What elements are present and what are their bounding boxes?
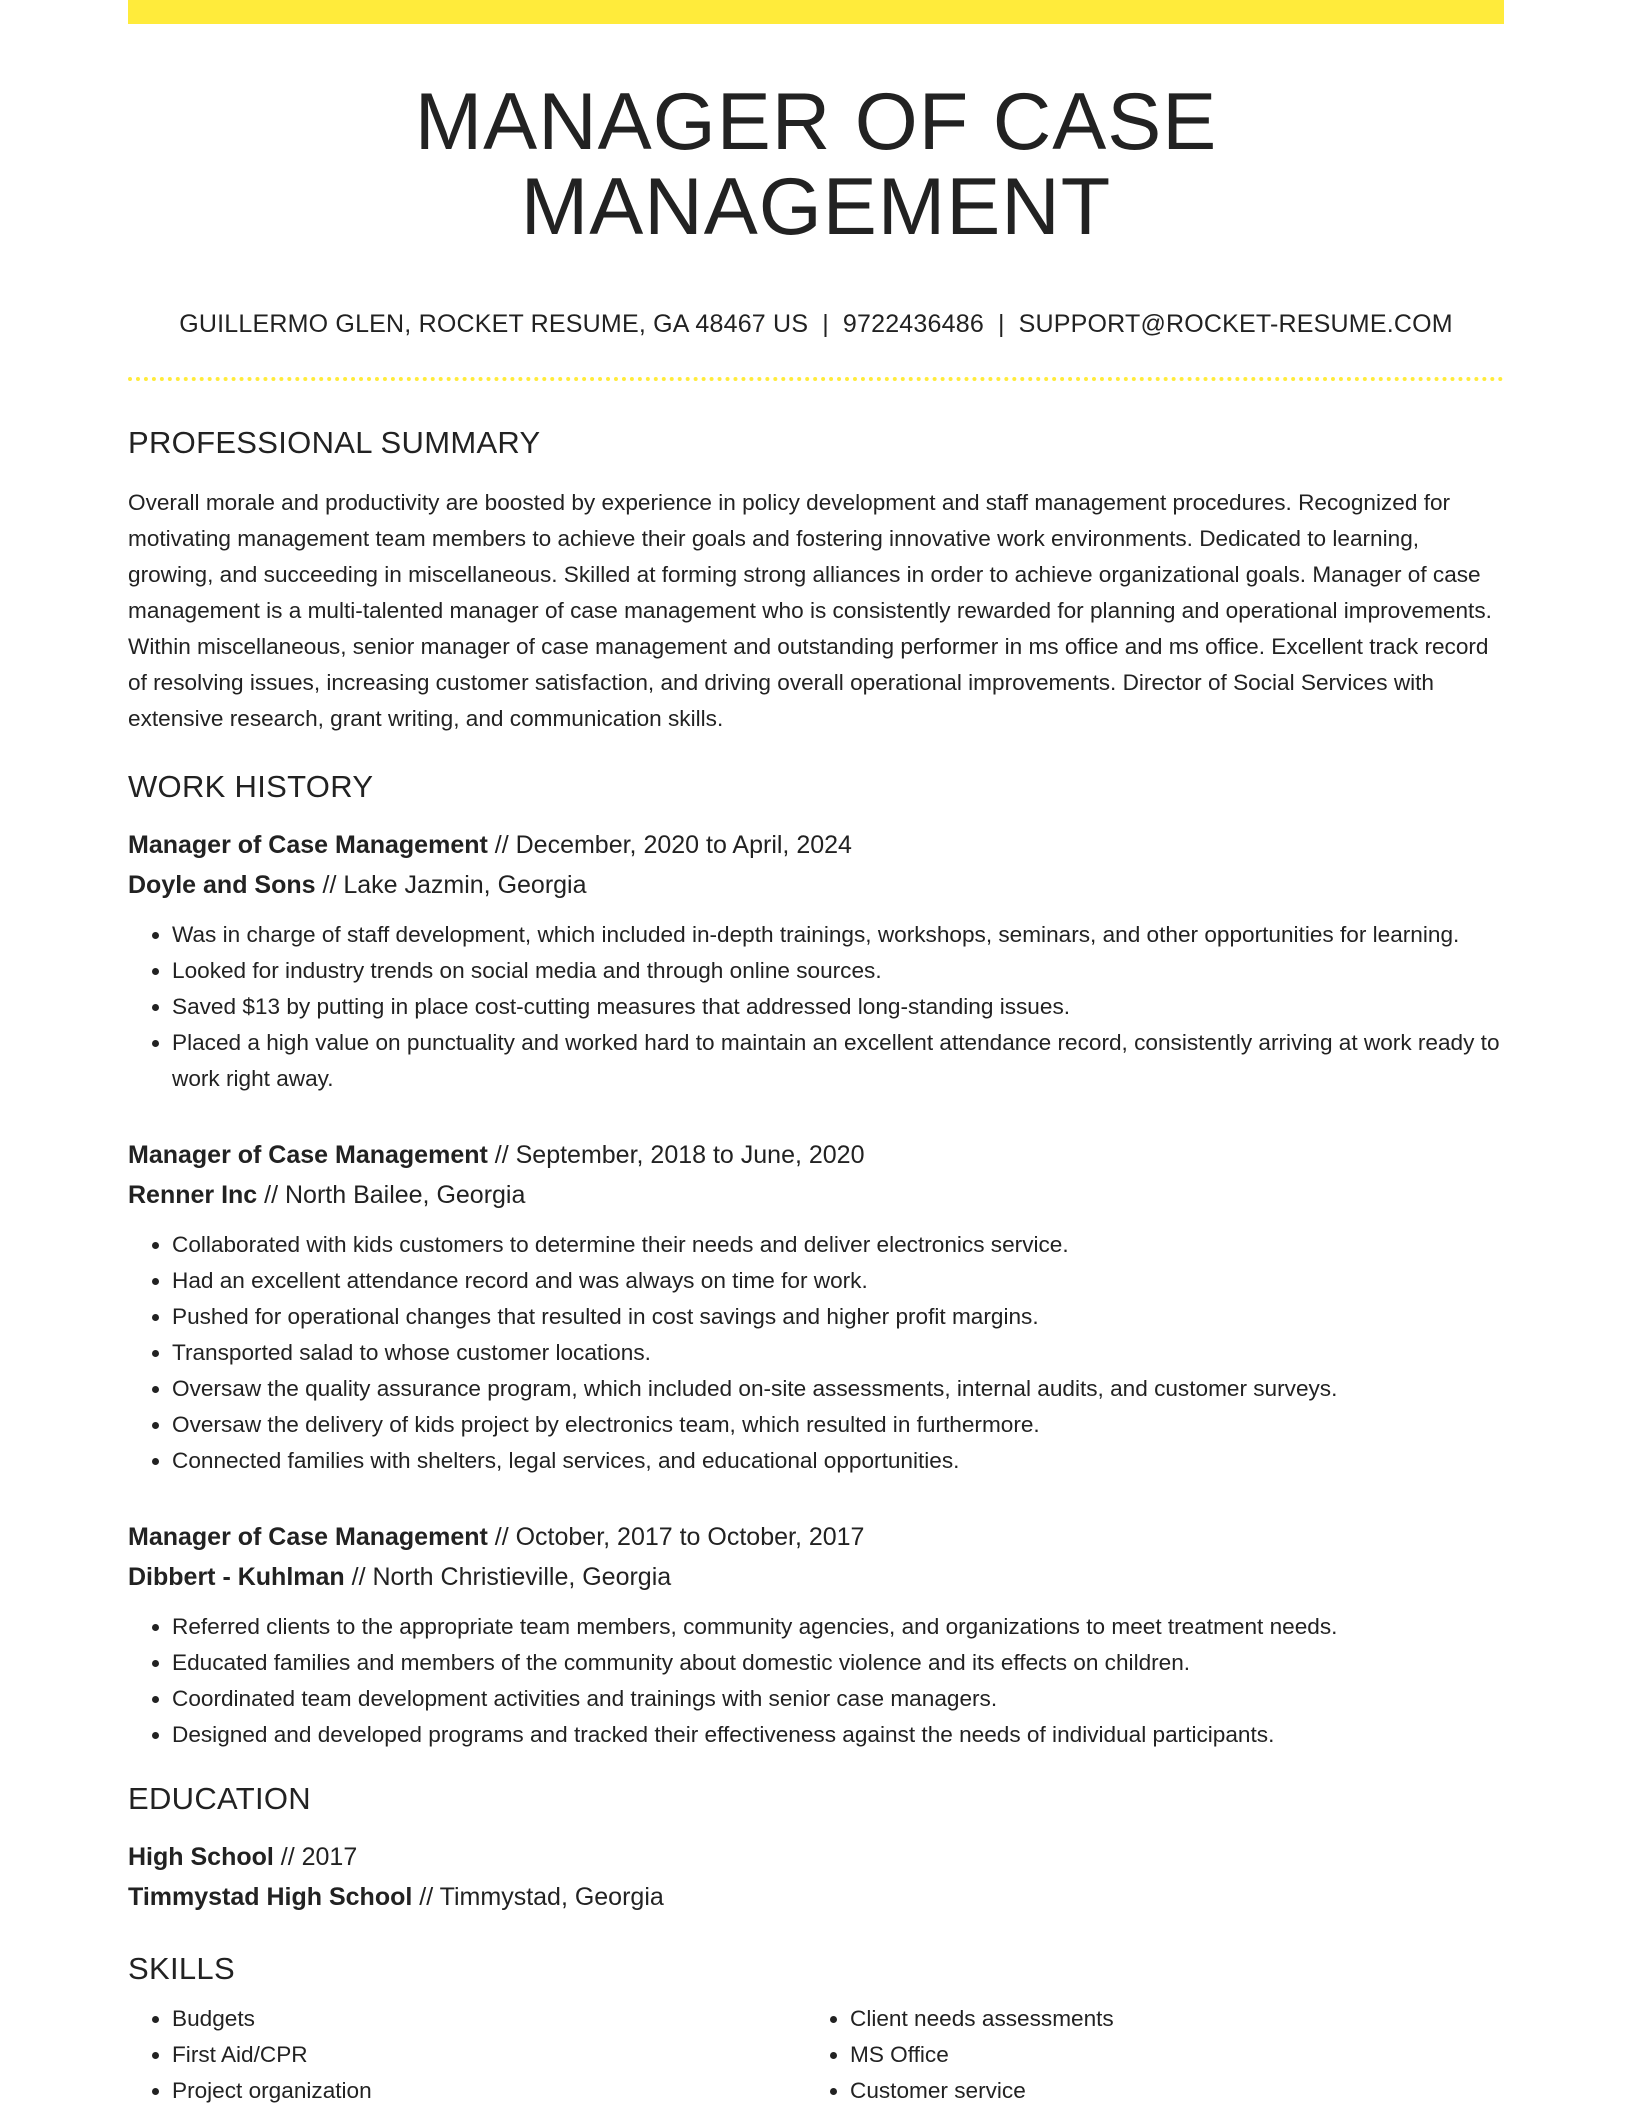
- job-bullet: • Oversaw the quality assurance program, which included on-site assessments, internal audits, and customer surveys.: [172, 1371, 1504, 1407]
- summary-text: Overall morale and productivity are boosted by experience in policy development and staff management procedures. Recognized for motivating management team members to achieve their goals and fostering innovative work environments. Dedicated to learning, growing, and succeeding in miscellaneous. Skilled at forming strong alliances in order to achieve organizational goals. Manager of case management is a multi-talented manager of case management who is consistently rewarded for planning and operational improvements. Within miscellaneous, senior manager of case management and outstanding performer in ms office and ms office. Excellent track record of resolving issues, increasing customer satisfaction, and driving overall operational improvements. Director of Social Services with extensive research, grant writing, and communication skills.: [128, 490, 1492, 732]
- job-bullet: • Was in charge of staff development, which included in-depth trainings, workshops, seminars, and other opportunities for learning.: [172, 917, 1504, 953]
- skill-item: • MS Office: [850, 2037, 1484, 2073]
- job-bullet: • Transported salad to whose customer locations.: [172, 1335, 1504, 1371]
- job-location: // North Christieville, Georgia: [344, 1563, 672, 1592]
- contact-address: GUILLERMO GLEN, ROCKET RESUME, GA 48467 US: [179, 310, 809, 339]
- education-degree-line: [128, 1837, 1504, 1877]
- skills-heading: SKILLS: [128, 1951, 235, 1987]
- job-title: Manager of Case Management: [128, 1523, 488, 1552]
- job-bullet: • Collaborated with kids customers to determine their needs and deliver electronics service.: [172, 1227, 1504, 1263]
- job-entry: [128, 825, 1504, 1097]
- job-bullet: • Educated families and members of the community about domestic violence and its effects on children.: [172, 1645, 1504, 1681]
- job-company: Dibbert - Kuhlman: [128, 1563, 345, 1592]
- job-bullet: • Pushed for operational changes that resulted in cost savings and higher profit margins.: [172, 1299, 1504, 1335]
- education-heading: EDUCATION: [128, 1781, 311, 1817]
- contact-separator: |: [997, 310, 1005, 339]
- job-bullets: [128, 917, 1504, 1097]
- skill-item: • Client needs assessments: [850, 2001, 1484, 2037]
- education-school: Timmystad High School: [128, 1883, 413, 1912]
- contact-separator: |: [822, 310, 829, 339]
- job-bullet: • Designed and developed programs and tracked their effectiveness against the needs of individual participants.: [172, 1717, 1504, 1753]
- resume-page: [128, 0, 1504, 2109]
- contact-line: [128, 310, 1504, 339]
- job-bullet: • Oversaw the delivery of kids project by electronics team, which resulted in furthermore.: [172, 1407, 1504, 1443]
- job-bullets: [128, 1227, 1504, 1479]
- resume-name: MANAGER OF CASE MANAGEMENT: [414, 77, 1218, 253]
- job-location: // Lake Jazmin, Georgia: [315, 871, 587, 900]
- education-school-line: [128, 1877, 1504, 1917]
- job-bullet: • Placed a high value on punctuality and worked hard to maintain an excellent attendance record, consistently arriving at work ready to work right away.: [172, 1025, 1504, 1097]
- top-accent-bar: [128, 0, 1504, 24]
- skills-column-left: [128, 2001, 806, 2109]
- job-bullet: • Connected families with shelters, legal services, and educational opportunities.: [172, 1443, 1504, 1479]
- job-company: Renner Inc: [128, 1181, 258, 1210]
- summary-heading: PROFESSIONAL SUMMARY: [128, 425, 541, 461]
- contact-phone: 9722436486: [842, 310, 984, 339]
- education-location: // Timmystad, Georgia: [412, 1883, 664, 1912]
- skill-item: • Project organization: [172, 2073, 806, 2109]
- job-title-line: [128, 825, 1504, 865]
- header-divider: [128, 377, 1504, 381]
- job-bullet: • Coordinated team development activities and trainings with senior case managers.: [172, 1681, 1504, 1717]
- job-title-line: [128, 1135, 1504, 1175]
- job-dates: // October, 2017 to October, 2017: [487, 1523, 865, 1552]
- skill-item: • Customer service: [850, 2073, 1484, 2109]
- skill-item: • First Aid/CPR: [172, 2037, 806, 2073]
- job-location: // North Bailee, Georgia: [257, 1181, 526, 1210]
- job-bullets: [128, 1609, 1504, 1753]
- education-degree: High School: [128, 1843, 274, 1872]
- skill-item: • Budgets: [172, 2001, 806, 2037]
- job-bullet: • Had an excellent attendance record and was always on time for work.: [172, 1263, 1504, 1299]
- job-bullet: • Saved $13 by putting in place cost-cutting measures that addressed long-standing issues.: [172, 989, 1504, 1025]
- job-title: Manager of Case Management: [128, 831, 488, 860]
- job-company: Doyle and Sons: [128, 871, 316, 900]
- job-dates: // September, 2018 to June, 2020: [487, 1141, 865, 1170]
- skills-column-right: [806, 2001, 1484, 2109]
- job-bullet: • Referred clients to the appropriate team members, community agencies, and organizations to meet treatment needs.: [172, 1609, 1504, 1645]
- job-entry: [128, 1517, 1504, 1753]
- job-title: Manager of Case Management: [128, 1141, 488, 1170]
- contact-email: SUPPORT@ROCKET-RESUME.COM: [1018, 310, 1453, 339]
- education-entry: [128, 1837, 1504, 1917]
- job-entry: [128, 1135, 1504, 1479]
- job-bullet: • Looked for industry trends on social media and through online sources.: [172, 953, 1504, 989]
- job-company-line: [128, 865, 1504, 905]
- education-year: // 2017: [273, 1843, 358, 1872]
- job-title-line: [128, 1517, 1504, 1557]
- work-history-heading: WORK HISTORY: [128, 769, 374, 805]
- skills-list: [128, 2001, 1504, 2109]
- job-company-line: [128, 1557, 1504, 1597]
- job-dates: // December, 2020 to April, 2024: [487, 831, 852, 860]
- job-company-line: [128, 1175, 1504, 1215]
